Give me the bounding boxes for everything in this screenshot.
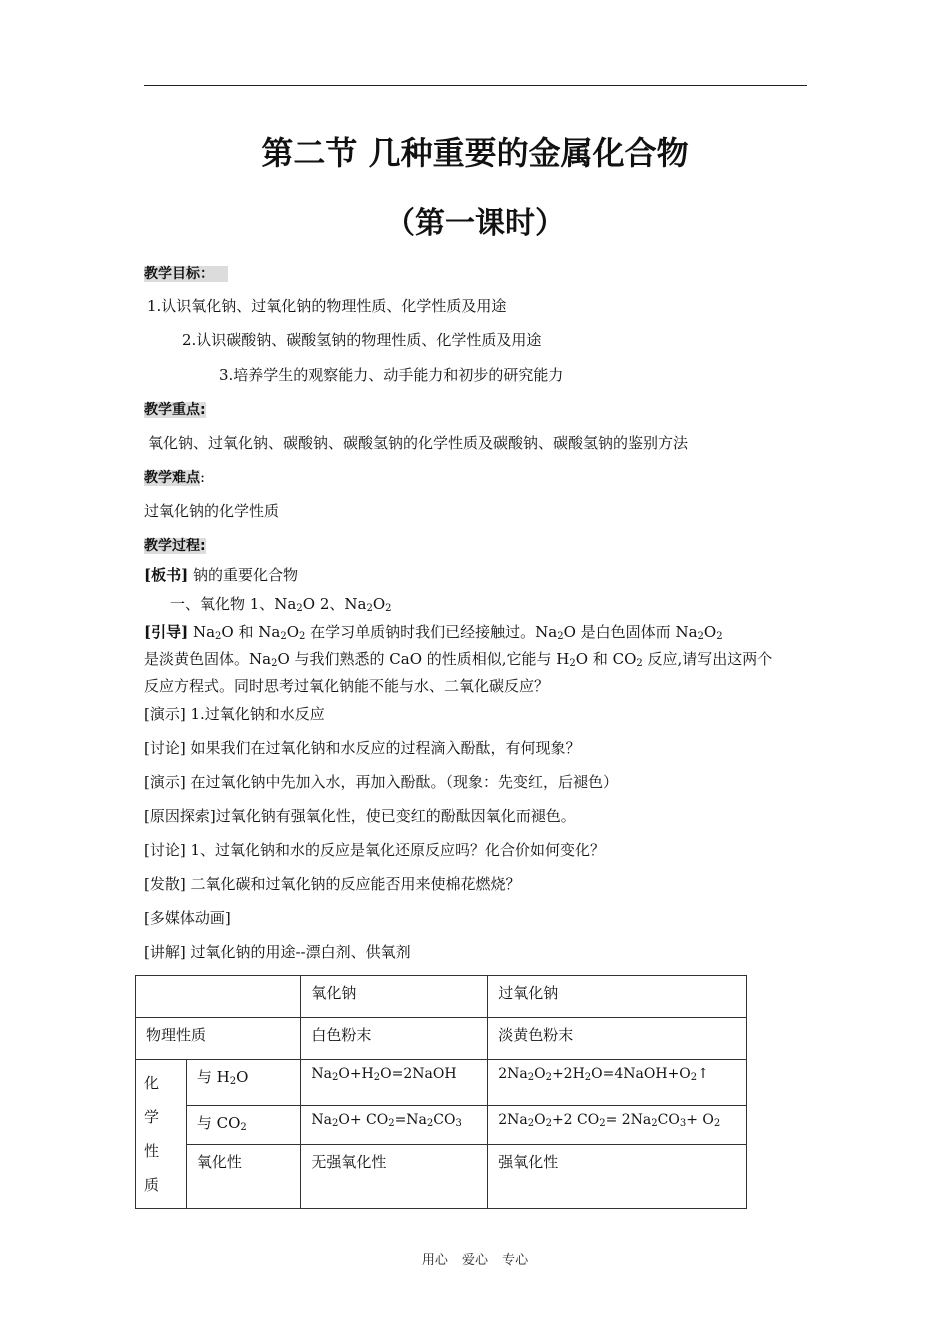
goal-item-2: 2.认识碳酸钠、碳酸氢钠的物理性质、化学性质及用途: [182, 331, 542, 349]
demo-line-2: [演示] 在过氧化钠中先加入水，再加入酚酞。（现象：先变红，后褪色）: [144, 773, 618, 791]
table-row-water: [136, 1060, 747, 1106]
co2-label: 与 $CO_2$: [186, 1106, 301, 1145]
header-rule: [144, 85, 807, 86]
discussion-line-2: [讨论] 1、过氧化钠和水的反应是氧化还原反应吗？化合价如何变化？: [144, 841, 606, 859]
intro-line-2: 是淡黄色固体。$Na_2O$ 与我们熟悉的 CaO 的性质相似,它能与 $H_2O$ 和 $CO_2$ 反应,请写出这两个: [144, 650, 773, 669]
explanation-line: [讲解] 过氧化钠的用途--漂白剂、供氧剂: [144, 943, 411, 961]
physical-na2o2: 淡黄色粉末: [488, 1018, 747, 1060]
key-points-heading: 教学重点:: [144, 402, 206, 418]
board-line: [板书] 钠的重要化合物: [144, 566, 298, 584]
multimedia-line: [多媒体动画]: [144, 909, 231, 927]
table-row-co2: [136, 1106, 747, 1145]
water-label: 与 $H_2O$: [186, 1060, 301, 1106]
comparison-table: [135, 975, 747, 1209]
physical-na2o: 白色粉末: [301, 1018, 488, 1060]
document-subtitle: （第一课时）: [385, 206, 565, 241]
table-row-oxidizing: [136, 1144, 747, 1208]
goal-item-3: 3.培养学生的观察能力、动手能力和初步的研究能力: [219, 366, 564, 384]
oxidizing-na2o2: 强氧化性: [488, 1144, 747, 1208]
oxidizing-label: 氧化性: [186, 1144, 301, 1208]
process-heading: 教学过程:: [144, 538, 206, 554]
difficulties-text: 过氧化钠的化学性质: [144, 502, 280, 520]
oxides-line: 一、氧化物 1、$Na_2O$ 2、$Na_2O_2$: [170, 595, 392, 614]
divergence-line: [发散] 二氧化碳和过氧化钠的反应能否用来使棉花燃烧？: [144, 875, 521, 893]
co2-na2o2: $2Na_2O_2+2$ $CO_2= 2Na_2CO_3+ O_2$: [488, 1106, 747, 1145]
chemical-properties-label: 化 学 性 质: [136, 1060, 187, 1209]
header-na2o2: 过氧化钠: [488, 976, 747, 1018]
demo-line-1: [演示] 1.过氧化钠和水反应: [144, 705, 325, 723]
discussion-line-1: [讨论] 如果我们在过氧化钠和水反应的过程滴入酚酞，有何现象？: [144, 739, 581, 757]
intro-line-1: [引导] $Na_2O$ 和 $Na_2O_2$ 在学习单质钠时我们已经接触过。$Na_2O$ 是白色固体而 $Na_2O_2$: [144, 623, 723, 642]
reason-line: [原因探索]过氧化钠有强氧化性，使已变红的酚酞因氧化而褪色。: [144, 807, 576, 825]
table-row-physical: [136, 1018, 747, 1060]
co2-na2o: $Na_2O+ CO_2=Na_2CO_3$: [301, 1106, 488, 1145]
goals-heading: 教学目标：: [144, 263, 228, 284]
physical-label: 物理性质: [136, 1018, 301, 1060]
key-points-text: 氧化钠、过氧化钠、碳酸钠、碳酸氢钠的化学性质及碳酸钠、碳酸氢钠的鉴别方法: [148, 434, 689, 452]
goal-item-1: 1.认识氧化钠、过氧化钠的物理性质、化学性质及用途: [147, 297, 507, 315]
page-footer: 用心 爱心 专心: [421, 1253, 529, 1268]
header-na2o: 氧化钠: [301, 976, 488, 1018]
difficulties-heading: 教学难点:: [144, 468, 206, 486]
oxidizing-na2o: 无强氧化性: [301, 1144, 488, 1208]
water-na2o2: $2Na_2O_2+2H_2O=4NaOH+O_2↑$: [488, 1060, 747, 1106]
header-empty-cell: [136, 976, 301, 1018]
table-header-row: [136, 976, 747, 1018]
water-na2o: $Na_2O+H_2O=2NaOH$: [301, 1060, 488, 1106]
intro-line-3: 反应方程式。同时思考过氧化钠能不能与水、二氧化碳反应？: [144, 677, 550, 695]
document-title: 第二节 几种重要的金属化合物: [261, 134, 689, 172]
